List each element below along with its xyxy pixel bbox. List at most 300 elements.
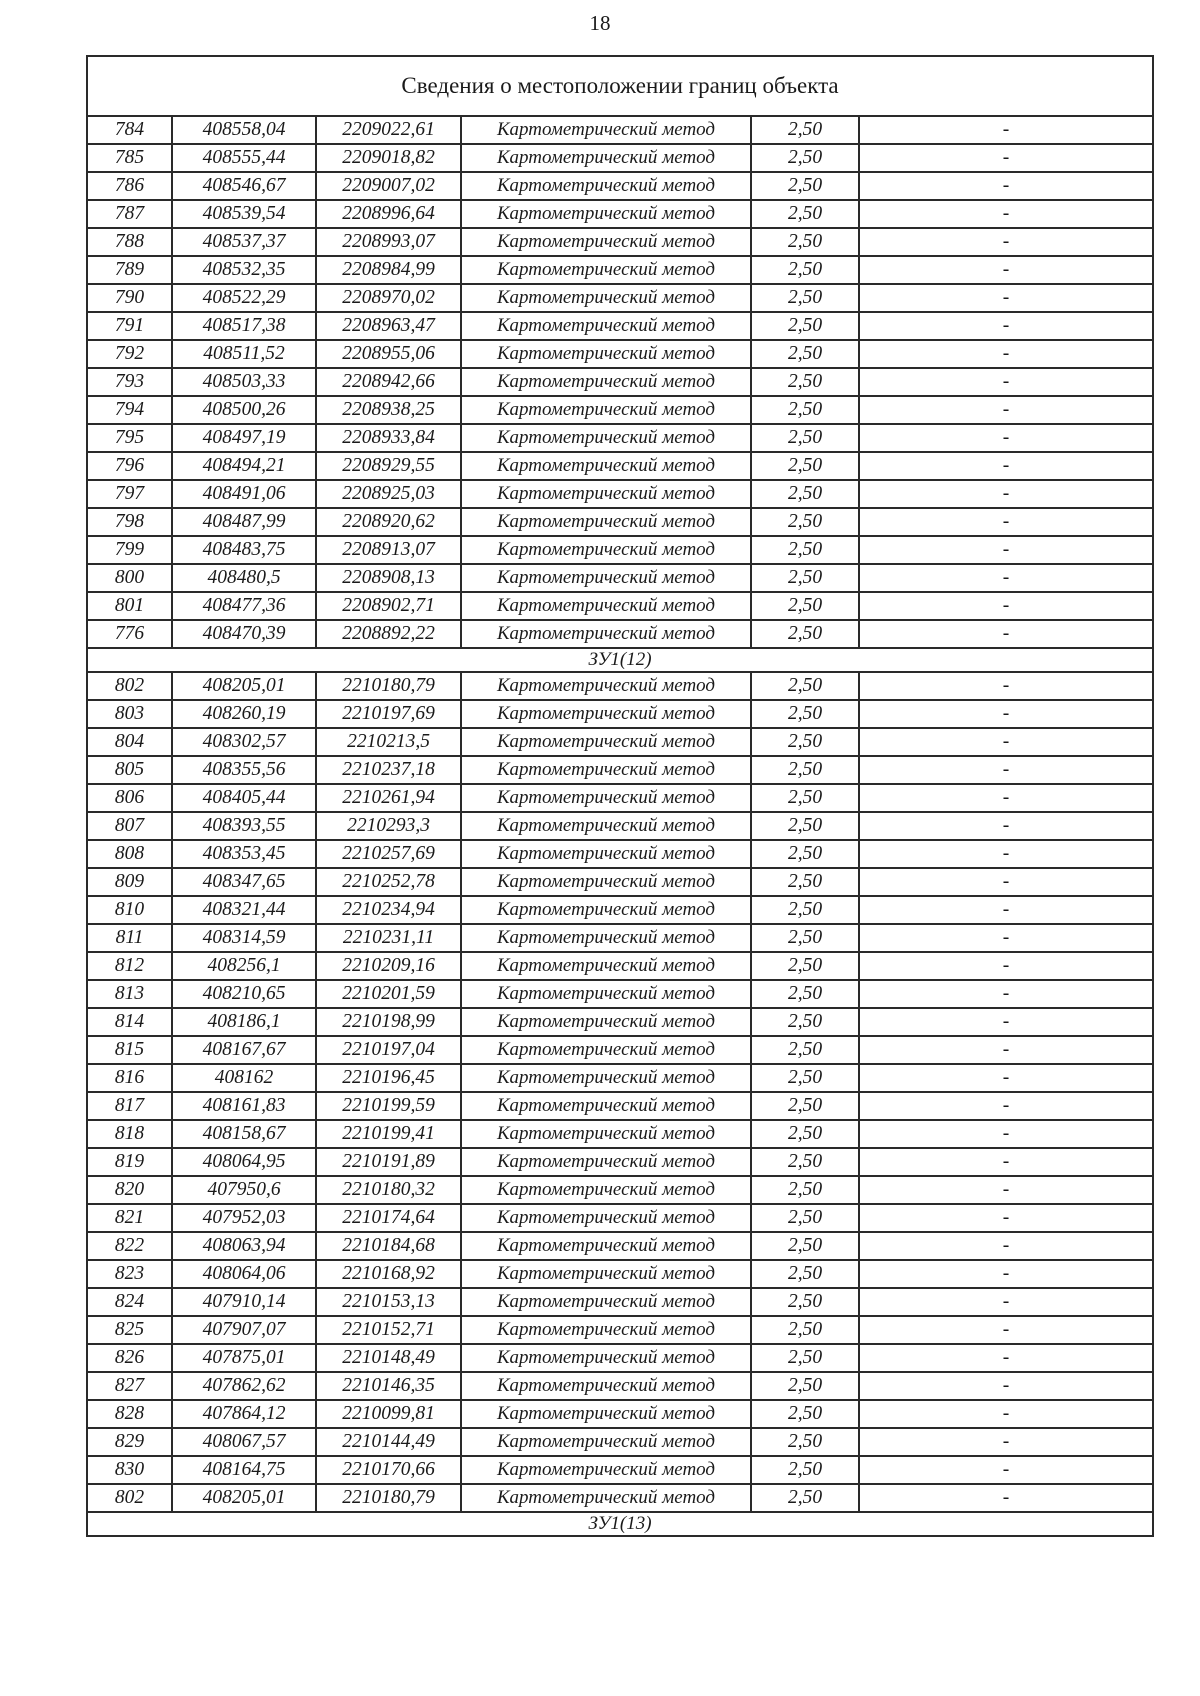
y-coordinate-cell: 2210153,13 (316, 1288, 461, 1316)
method-cell: Картометрический метод (461, 1428, 751, 1456)
description-cell: - (859, 1372, 1153, 1400)
x-coordinate-cell: 408511,52 (172, 340, 316, 368)
x-coordinate-cell: 408256,1 (172, 952, 316, 980)
accuracy-cell: 2,50 (751, 1232, 859, 1260)
accuracy-cell: 2,50 (751, 1372, 859, 1400)
x-coordinate-cell: 408500,26 (172, 396, 316, 424)
accuracy-cell: 2,50 (751, 924, 859, 952)
table-row (87, 1288, 1153, 1316)
method-cell: Картометрический метод (461, 116, 751, 144)
accuracy-cell: 2,50 (751, 452, 859, 480)
description-cell: - (859, 924, 1153, 952)
method-cell: Картометрический метод (461, 952, 751, 980)
table-row (87, 396, 1153, 424)
x-coordinate-cell: 408205,01 (172, 672, 316, 700)
accuracy-cell: 2,50 (751, 172, 859, 200)
description-cell: - (859, 1232, 1153, 1260)
table-row (87, 144, 1153, 172)
description-cell: - (859, 1344, 1153, 1372)
table-row (87, 508, 1153, 536)
method-cell: Картометрический метод (461, 1008, 751, 1036)
x-coordinate-cell: 408158,67 (172, 1120, 316, 1148)
accuracy-cell: 2,50 (751, 1400, 859, 1428)
x-coordinate-cell: 408539,54 (172, 200, 316, 228)
table-row (87, 256, 1153, 284)
method-cell: Картометрический метод (461, 812, 751, 840)
description-cell: - (859, 784, 1153, 812)
table-row (87, 1484, 1153, 1512)
y-coordinate-cell: 2210199,41 (316, 1120, 461, 1148)
y-coordinate-cell: 2210293,3 (316, 812, 461, 840)
point-number-cell: 776 (87, 620, 172, 648)
accuracy-cell: 2,50 (751, 200, 859, 228)
y-coordinate-cell: 2208955,06 (316, 340, 461, 368)
point-number-cell: 823 (87, 1260, 172, 1288)
method-cell: Картометрический метод (461, 1120, 751, 1148)
page-number: 18 (589, 11, 611, 35)
description-cell: - (859, 1288, 1153, 1316)
table-row (87, 1092, 1153, 1120)
table-row (87, 1120, 1153, 1148)
method-cell: Картометрический метод (461, 480, 751, 508)
description-cell: - (859, 1148, 1153, 1176)
table-body (87, 56, 1153, 1536)
point-number-cell: 805 (87, 756, 172, 784)
method-cell: Картометрический метод (461, 924, 751, 952)
point-number-cell: 819 (87, 1148, 172, 1176)
point-number-cell: 804 (87, 728, 172, 756)
method-cell: Картометрический метод (461, 1148, 751, 1176)
table-row (87, 1344, 1153, 1372)
x-coordinate-cell: 408164,75 (172, 1456, 316, 1484)
point-number-cell: 828 (87, 1400, 172, 1428)
description-cell: - (859, 1428, 1153, 1456)
table-row (87, 840, 1153, 868)
method-cell: Картометрический метод (461, 980, 751, 1008)
method-cell: Картометрический метод (461, 256, 751, 284)
x-coordinate-cell: 408555,44 (172, 144, 316, 172)
x-coordinate-cell: 407950,6 (172, 1176, 316, 1204)
x-coordinate-cell: 407952,03 (172, 1204, 316, 1232)
point-number-cell: 810 (87, 896, 172, 924)
x-coordinate-cell: 408487,99 (172, 508, 316, 536)
y-coordinate-cell: 2210261,94 (316, 784, 461, 812)
table-row (87, 1232, 1153, 1260)
x-coordinate-cell: 407875,01 (172, 1344, 316, 1372)
x-coordinate-cell: 407864,12 (172, 1400, 316, 1428)
table-row (87, 924, 1153, 952)
point-number-cell: 797 (87, 480, 172, 508)
table-row (87, 868, 1153, 896)
x-coordinate-cell: 408532,35 (172, 256, 316, 284)
method-cell: Картометрический метод (461, 1092, 751, 1120)
y-coordinate-cell: 2210209,16 (316, 952, 461, 980)
y-coordinate-cell: 2210168,92 (316, 1260, 461, 1288)
description-cell: - (859, 1260, 1153, 1288)
y-coordinate-cell: 2208984,99 (316, 256, 461, 284)
description-cell: - (859, 228, 1153, 256)
y-coordinate-cell: 2209018,82 (316, 144, 461, 172)
accuracy-cell: 2,50 (751, 1484, 859, 1512)
method-cell: Картометрический метод (461, 1260, 751, 1288)
boundary-coordinates-table (86, 55, 1154, 1537)
description-cell: - (859, 1092, 1153, 1120)
table-title-row (87, 56, 1153, 116)
x-coordinate-cell: 408321,44 (172, 896, 316, 924)
method-cell: Картометрический метод (461, 1288, 751, 1316)
accuracy-cell: 2,50 (751, 700, 859, 728)
table-row (87, 228, 1153, 256)
table-row (87, 312, 1153, 340)
x-coordinate-cell: 408497,19 (172, 424, 316, 452)
point-number-cell: 792 (87, 340, 172, 368)
point-number-cell: 813 (87, 980, 172, 1008)
y-coordinate-cell: 2208996,64 (316, 200, 461, 228)
x-coordinate-cell: 408480,5 (172, 564, 316, 592)
table-row (87, 284, 1153, 312)
description-cell: - (859, 1400, 1153, 1428)
description-cell: - (859, 756, 1153, 784)
description-cell: - (859, 896, 1153, 924)
method-cell: Картометрический метод (461, 1344, 751, 1372)
method-cell: Картометрический метод (461, 1232, 751, 1260)
table-row (87, 172, 1153, 200)
method-cell: Картометрический метод (461, 756, 751, 784)
x-coordinate-cell: 408186,1 (172, 1008, 316, 1036)
point-number-cell: 796 (87, 452, 172, 480)
point-number-cell: 808 (87, 840, 172, 868)
method-cell: Картометрический метод (461, 1316, 751, 1344)
table-row (87, 620, 1153, 648)
y-coordinate-cell: 2210184,68 (316, 1232, 461, 1260)
x-coordinate-cell: 408470,39 (172, 620, 316, 648)
table-row (87, 116, 1153, 144)
method-cell: Картометрический метод (461, 1400, 751, 1428)
x-coordinate-cell: 408347,65 (172, 868, 316, 896)
y-coordinate-cell: 2210213,5 (316, 728, 461, 756)
table-row (87, 952, 1153, 980)
description-cell: - (859, 1316, 1153, 1344)
point-number-cell: 790 (87, 284, 172, 312)
point-number-cell: 786 (87, 172, 172, 200)
method-cell: Картометрический метод (461, 228, 751, 256)
accuracy-cell: 2,50 (751, 592, 859, 620)
table-row (87, 1428, 1153, 1456)
section-label: ЗУ1(12) (87, 648, 1153, 672)
point-number-cell: 812 (87, 952, 172, 980)
accuracy-cell: 2,50 (751, 620, 859, 648)
table-row (87, 812, 1153, 840)
method-cell: Картометрический метод (461, 728, 751, 756)
table-row (87, 1372, 1153, 1400)
point-number-cell: 820 (87, 1176, 172, 1204)
method-cell: Картометрический метод (461, 508, 751, 536)
y-coordinate-cell: 2210231,11 (316, 924, 461, 952)
method-cell: Картометрический метод (461, 172, 751, 200)
point-number-cell: 818 (87, 1120, 172, 1148)
table-row (87, 1456, 1153, 1484)
accuracy-cell: 2,50 (751, 840, 859, 868)
description-cell: - (859, 284, 1153, 312)
accuracy-cell: 2,50 (751, 1288, 859, 1316)
y-coordinate-cell: 2210234,94 (316, 896, 461, 924)
description-cell: - (859, 200, 1153, 228)
accuracy-cell: 2,50 (751, 536, 859, 564)
y-coordinate-cell: 2210174,64 (316, 1204, 461, 1232)
x-coordinate-cell: 408546,67 (172, 172, 316, 200)
accuracy-cell: 2,50 (751, 228, 859, 256)
description-cell: - (859, 564, 1153, 592)
table-row (87, 368, 1153, 396)
method-cell: Картометрический метод (461, 700, 751, 728)
point-number-cell: 806 (87, 784, 172, 812)
point-number-cell: 809 (87, 868, 172, 896)
description-cell: - (859, 840, 1153, 868)
method-cell: Картометрический метод (461, 1176, 751, 1204)
point-number-cell: 799 (87, 536, 172, 564)
accuracy-cell: 2,50 (751, 1176, 859, 1204)
method-cell: Картометрический метод (461, 536, 751, 564)
y-coordinate-cell: 2209007,02 (316, 172, 461, 200)
accuracy-cell: 2,50 (751, 424, 859, 452)
table-row (87, 200, 1153, 228)
y-coordinate-cell: 2210180,79 (316, 672, 461, 700)
y-coordinate-cell: 2210237,18 (316, 756, 461, 784)
x-coordinate-cell: 408314,59 (172, 924, 316, 952)
description-cell: - (859, 1036, 1153, 1064)
table-row (87, 728, 1153, 756)
x-coordinate-cell: 408064,95 (172, 1148, 316, 1176)
table-row (87, 592, 1153, 620)
point-number-cell: 827 (87, 1372, 172, 1400)
point-number-cell: 815 (87, 1036, 172, 1064)
x-coordinate-cell: 408302,57 (172, 728, 316, 756)
y-coordinate-cell: 2210152,71 (316, 1316, 461, 1344)
accuracy-cell: 2,50 (751, 396, 859, 424)
y-coordinate-cell: 2208929,55 (316, 452, 461, 480)
x-coordinate-cell: 407862,62 (172, 1372, 316, 1400)
point-number-cell: 811 (87, 924, 172, 952)
y-coordinate-cell: 2208902,71 (316, 592, 461, 620)
point-number-cell: 826 (87, 1344, 172, 1372)
accuracy-cell: 2,50 (751, 1456, 859, 1484)
accuracy-cell: 2,50 (751, 672, 859, 700)
y-coordinate-cell: 2210180,32 (316, 1176, 461, 1204)
accuracy-cell: 2,50 (751, 1064, 859, 1092)
table-row (87, 564, 1153, 592)
table-row (87, 896, 1153, 924)
description-cell: - (859, 1204, 1153, 1232)
method-cell: Картометрический метод (461, 896, 751, 924)
description-cell: - (859, 812, 1153, 840)
x-coordinate-cell: 408161,83 (172, 1092, 316, 1120)
description-cell: - (859, 424, 1153, 452)
table-row (87, 1036, 1153, 1064)
y-coordinate-cell: 2210180,79 (316, 1484, 461, 1512)
y-coordinate-cell: 2208908,13 (316, 564, 461, 592)
accuracy-cell: 2,50 (751, 1344, 859, 1372)
x-coordinate-cell: 408355,56 (172, 756, 316, 784)
description-cell: - (859, 980, 1153, 1008)
table-title: Сведения о местоположении границ объекта (87, 56, 1153, 116)
description-cell: - (859, 256, 1153, 284)
point-number-cell: 801 (87, 592, 172, 620)
accuracy-cell: 2,50 (751, 812, 859, 840)
accuracy-cell: 2,50 (751, 896, 859, 924)
point-number-cell: 822 (87, 1232, 172, 1260)
x-coordinate-cell: 408405,44 (172, 784, 316, 812)
accuracy-cell: 2,50 (751, 1316, 859, 1344)
x-coordinate-cell: 408067,57 (172, 1428, 316, 1456)
description-cell: - (859, 480, 1153, 508)
method-cell: Картометрический метод (461, 1484, 751, 1512)
point-number-cell: 787 (87, 200, 172, 228)
accuracy-cell: 2,50 (751, 980, 859, 1008)
point-number-cell: 793 (87, 368, 172, 396)
description-cell: - (859, 700, 1153, 728)
x-coordinate-cell: 408517,38 (172, 312, 316, 340)
method-cell: Картометрический метод (461, 564, 751, 592)
point-number-cell: 785 (87, 144, 172, 172)
table-row (87, 1064, 1153, 1092)
table-row (87, 340, 1153, 368)
table-row (87, 700, 1153, 728)
y-coordinate-cell: 2208963,47 (316, 312, 461, 340)
description-cell: - (859, 728, 1153, 756)
x-coordinate-cell: 408063,94 (172, 1232, 316, 1260)
point-number-cell: 829 (87, 1428, 172, 1456)
x-coordinate-cell: 408210,65 (172, 980, 316, 1008)
table-row (87, 784, 1153, 812)
x-coordinate-cell: 408522,29 (172, 284, 316, 312)
description-cell: - (859, 868, 1153, 896)
method-cell: Картометрический метод (461, 672, 751, 700)
point-number-cell: 784 (87, 116, 172, 144)
accuracy-cell: 2,50 (751, 1148, 859, 1176)
description-cell: - (859, 172, 1153, 200)
point-number-cell: 794 (87, 396, 172, 424)
accuracy-cell: 2,50 (751, 116, 859, 144)
accuracy-cell: 2,50 (751, 564, 859, 592)
y-coordinate-cell: 2210146,35 (316, 1372, 461, 1400)
x-coordinate-cell: 408162 (172, 1064, 316, 1092)
accuracy-cell: 2,50 (751, 952, 859, 980)
y-coordinate-cell: 2210148,49 (316, 1344, 461, 1372)
description-cell: - (859, 1120, 1153, 1148)
method-cell: Картометрический метод (461, 368, 751, 396)
method-cell: Картометрический метод (461, 1204, 751, 1232)
x-coordinate-cell: 408353,45 (172, 840, 316, 868)
point-number-cell: 789 (87, 256, 172, 284)
point-number-cell: 825 (87, 1316, 172, 1344)
description-cell: - (859, 1484, 1153, 1512)
x-coordinate-cell: 407907,07 (172, 1316, 316, 1344)
method-cell: Картометрический метод (461, 340, 751, 368)
section-row (87, 1512, 1153, 1536)
point-number-cell: 807 (87, 812, 172, 840)
accuracy-cell: 2,50 (751, 340, 859, 368)
accuracy-cell: 2,50 (751, 728, 859, 756)
description-cell: - (859, 368, 1153, 396)
accuracy-cell: 2,50 (751, 1092, 859, 1120)
table-row (87, 1316, 1153, 1344)
y-coordinate-cell: 2208933,84 (316, 424, 461, 452)
point-number-cell: 791 (87, 312, 172, 340)
x-coordinate-cell: 408477,36 (172, 592, 316, 620)
x-coordinate-cell: 408260,19 (172, 700, 316, 728)
accuracy-cell: 2,50 (751, 784, 859, 812)
x-coordinate-cell: 408167,67 (172, 1036, 316, 1064)
y-coordinate-cell: 2208993,07 (316, 228, 461, 256)
section-row (87, 648, 1153, 672)
table-row (87, 980, 1153, 1008)
method-cell: Картометрический метод (461, 144, 751, 172)
x-coordinate-cell: 408393,55 (172, 812, 316, 840)
point-number-cell: 788 (87, 228, 172, 256)
point-number-cell: 816 (87, 1064, 172, 1092)
x-coordinate-cell: 408558,04 (172, 116, 316, 144)
x-coordinate-cell: 408537,37 (172, 228, 316, 256)
x-coordinate-cell: 407910,14 (172, 1288, 316, 1316)
section-label: ЗУ1(13) (87, 1512, 1153, 1536)
point-number-cell: 802 (87, 672, 172, 700)
y-coordinate-cell: 2210199,59 (316, 1092, 461, 1120)
x-coordinate-cell: 408491,06 (172, 480, 316, 508)
y-coordinate-cell: 2208942,66 (316, 368, 461, 396)
accuracy-cell: 2,50 (751, 144, 859, 172)
x-coordinate-cell: 408483,75 (172, 536, 316, 564)
accuracy-cell: 2,50 (751, 1260, 859, 1288)
table-row (87, 672, 1153, 700)
description-cell: - (859, 452, 1153, 480)
table-row (87, 756, 1153, 784)
method-cell: Картометрический метод (461, 452, 751, 480)
method-cell: Картометрический метод (461, 1036, 751, 1064)
y-coordinate-cell: 2210196,45 (316, 1064, 461, 1092)
table-row (87, 1008, 1153, 1036)
accuracy-cell: 2,50 (751, 284, 859, 312)
method-cell: Картометрический метод (461, 424, 751, 452)
description-cell: - (859, 116, 1153, 144)
y-coordinate-cell: 2210099,81 (316, 1400, 461, 1428)
point-number-cell: 795 (87, 424, 172, 452)
accuracy-cell: 2,50 (751, 256, 859, 284)
description-cell: - (859, 592, 1153, 620)
table-row (87, 1148, 1153, 1176)
accuracy-cell: 2,50 (751, 480, 859, 508)
point-number-cell: 824 (87, 1288, 172, 1316)
y-coordinate-cell: 2210198,99 (316, 1008, 461, 1036)
y-coordinate-cell: 2208925,03 (316, 480, 461, 508)
accuracy-cell: 2,50 (751, 868, 859, 896)
table-row (87, 1400, 1153, 1428)
description-cell: - (859, 1064, 1153, 1092)
accuracy-cell: 2,50 (751, 1008, 859, 1036)
method-cell: Картометрический метод (461, 868, 751, 896)
description-cell: - (859, 144, 1153, 172)
table-row (87, 452, 1153, 480)
table-row (87, 1260, 1153, 1288)
x-coordinate-cell: 408494,21 (172, 452, 316, 480)
description-cell: - (859, 508, 1153, 536)
y-coordinate-cell: 2210191,89 (316, 1148, 461, 1176)
y-coordinate-cell: 2208892,22 (316, 620, 461, 648)
table-row (87, 1176, 1153, 1204)
accuracy-cell: 2,50 (751, 312, 859, 340)
x-coordinate-cell: 408064,06 (172, 1260, 316, 1288)
table-row (87, 536, 1153, 564)
description-cell: - (859, 1008, 1153, 1036)
